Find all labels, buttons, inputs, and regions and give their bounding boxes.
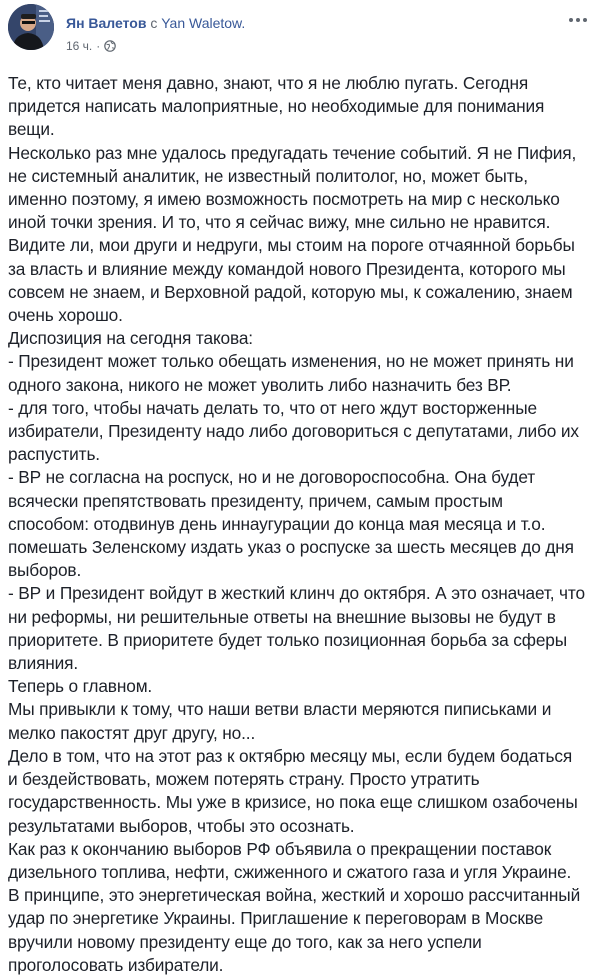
post-text-line: Как раз к окончанию выборов РФ объявила о прекращении поставок	[8, 838, 552, 859]
post-text-line: за власть и влияние между командой нового Президента, которого мы	[8, 258, 566, 279]
author-line	[66, 14, 245, 32]
post-text-line: вручили новому президенту еще до того, как за него успели	[8, 931, 482, 952]
post-text-line: Диспозиция на сегодня такова:	[8, 328, 253, 349]
post-text-line: избиратели, Президенту надо либо договориться с депутатами, либо их	[8, 421, 579, 442]
post-text-line: государственность. Мы уже в кризисе, но пока еще слишком озабочены	[8, 792, 578, 813]
post-text-line: выборов.	[8, 560, 82, 581]
post-text-line: - ВР и Президент войдут в жесткий клинч до октября. А это означает, что	[8, 583, 585, 604]
post-text-line: Те, кто читает меня давно, знают, что я не люблю пугать. Сегодня	[8, 73, 529, 93]
post-text-line: Несколько раз мне удалось предугадать течение событий. Я не Пифия,	[8, 142, 577, 163]
globe-icon[interactable]	[104, 40, 116, 52]
post-text-line: Мы привыкли к тому, что наши ветви власти меряются пиписьками и	[8, 699, 552, 720]
post-text-line: В принципе, это энергетическая война, жесткий и хорошо рассчитанный	[8, 885, 581, 906]
post-text-line: - Президент может только обещать изменения, но не может принять ни	[8, 351, 574, 372]
post-text-line: именно поэтому, я имею возможность посмотреть на мир с несколько	[8, 189, 560, 210]
post-text-line: влияния.	[8, 653, 79, 674]
meta-separator: ·	[96, 39, 101, 53]
more-options-button[interactable]	[564, 10, 592, 30]
more-dots-icon	[568, 17, 588, 23]
post-text-line: дизельного топлива, нефти, сжиженного и сжатого газа и угля Украине.	[8, 861, 572, 882]
post-text-line: удар по энергетике Украины. Приглашение к переговорам в Москве	[8, 908, 544, 929]
post-text-line: проголосовать избиратели.	[8, 954, 224, 975]
post-text-line: ни реформы, ни решительные ответы на внешние вызовы не будут в	[8, 606, 556, 627]
post-text-line: одного закона, никого не может уволить либо назначить без ВР.	[8, 374, 512, 395]
post-text-line: мелко пакостят друг другу, но...	[8, 722, 256, 743]
post-header	[0, 0, 600, 70]
post-text-line: - ВР не согласна на роспуск, но и не договороспособна. Она будет	[8, 467, 535, 488]
post-text-line: вещи.	[8, 119, 55, 140]
post-meta	[66, 39, 116, 53]
post-text-line: не системный аналитик, не известный политолог, но, может быть,	[8, 165, 528, 186]
post-timestamp[interactable]: 16 ч.	[66, 39, 93, 53]
post-text-line: Видите ли, мои други и недруги, мы стоим на пороге отчаянной борьбы	[8, 235, 575, 256]
post-text-line: всячески препятствовать президенту, причем, самым простым	[8, 490, 503, 511]
post-text-line: помешать Зеленскому издать указ о роспуске за шесть месяцев до дня	[8, 537, 574, 558]
post-text-line: Дело в том, что на этот раз к октябрю месяцу мы, если будем бодаться	[8, 745, 573, 766]
post-text-line: придется написать малоприятные, но необходимые для понимания	[8, 96, 545, 117]
post-text-line: очень хорошо.	[8, 305, 123, 326]
post-text-line: приоритете. В приоритете будет только позиционная борьба за сферы	[8, 629, 568, 650]
avatar[interactable]	[8, 4, 54, 50]
avatar-image	[8, 4, 54, 50]
post-text-line: совсем не знаем, и Верховной радой, которую мы, к сожалению, знаем	[8, 281, 573, 302]
post-text-line: способом: отодвинув день иннаугурации до конца мая месяца и т.о.	[8, 513, 546, 534]
post-text-line: и бездействовать, можем потерять страну. Просто утратить	[8, 769, 480, 790]
with-word: с	[150, 15, 158, 31]
tagged-name[interactable]: Yan Waletow.	[161, 15, 246, 31]
author-name[interactable]: Ян Валетов	[66, 15, 147, 31]
post-body	[8, 72, 594, 977]
post-text-line: распустить.	[8, 444, 100, 465]
post-text-line: Теперь о главном.	[8, 676, 153, 697]
post-text-line: - для того, чтобы начать делать то, что от него ждут восторженные	[8, 397, 537, 418]
post-text-line: иной точки зрения. И то, что я сейчас вижу, мне сильно не нравится.	[8, 212, 551, 233]
post-text-line: результатами выборов, чтобы это осознать.	[8, 815, 355, 836]
